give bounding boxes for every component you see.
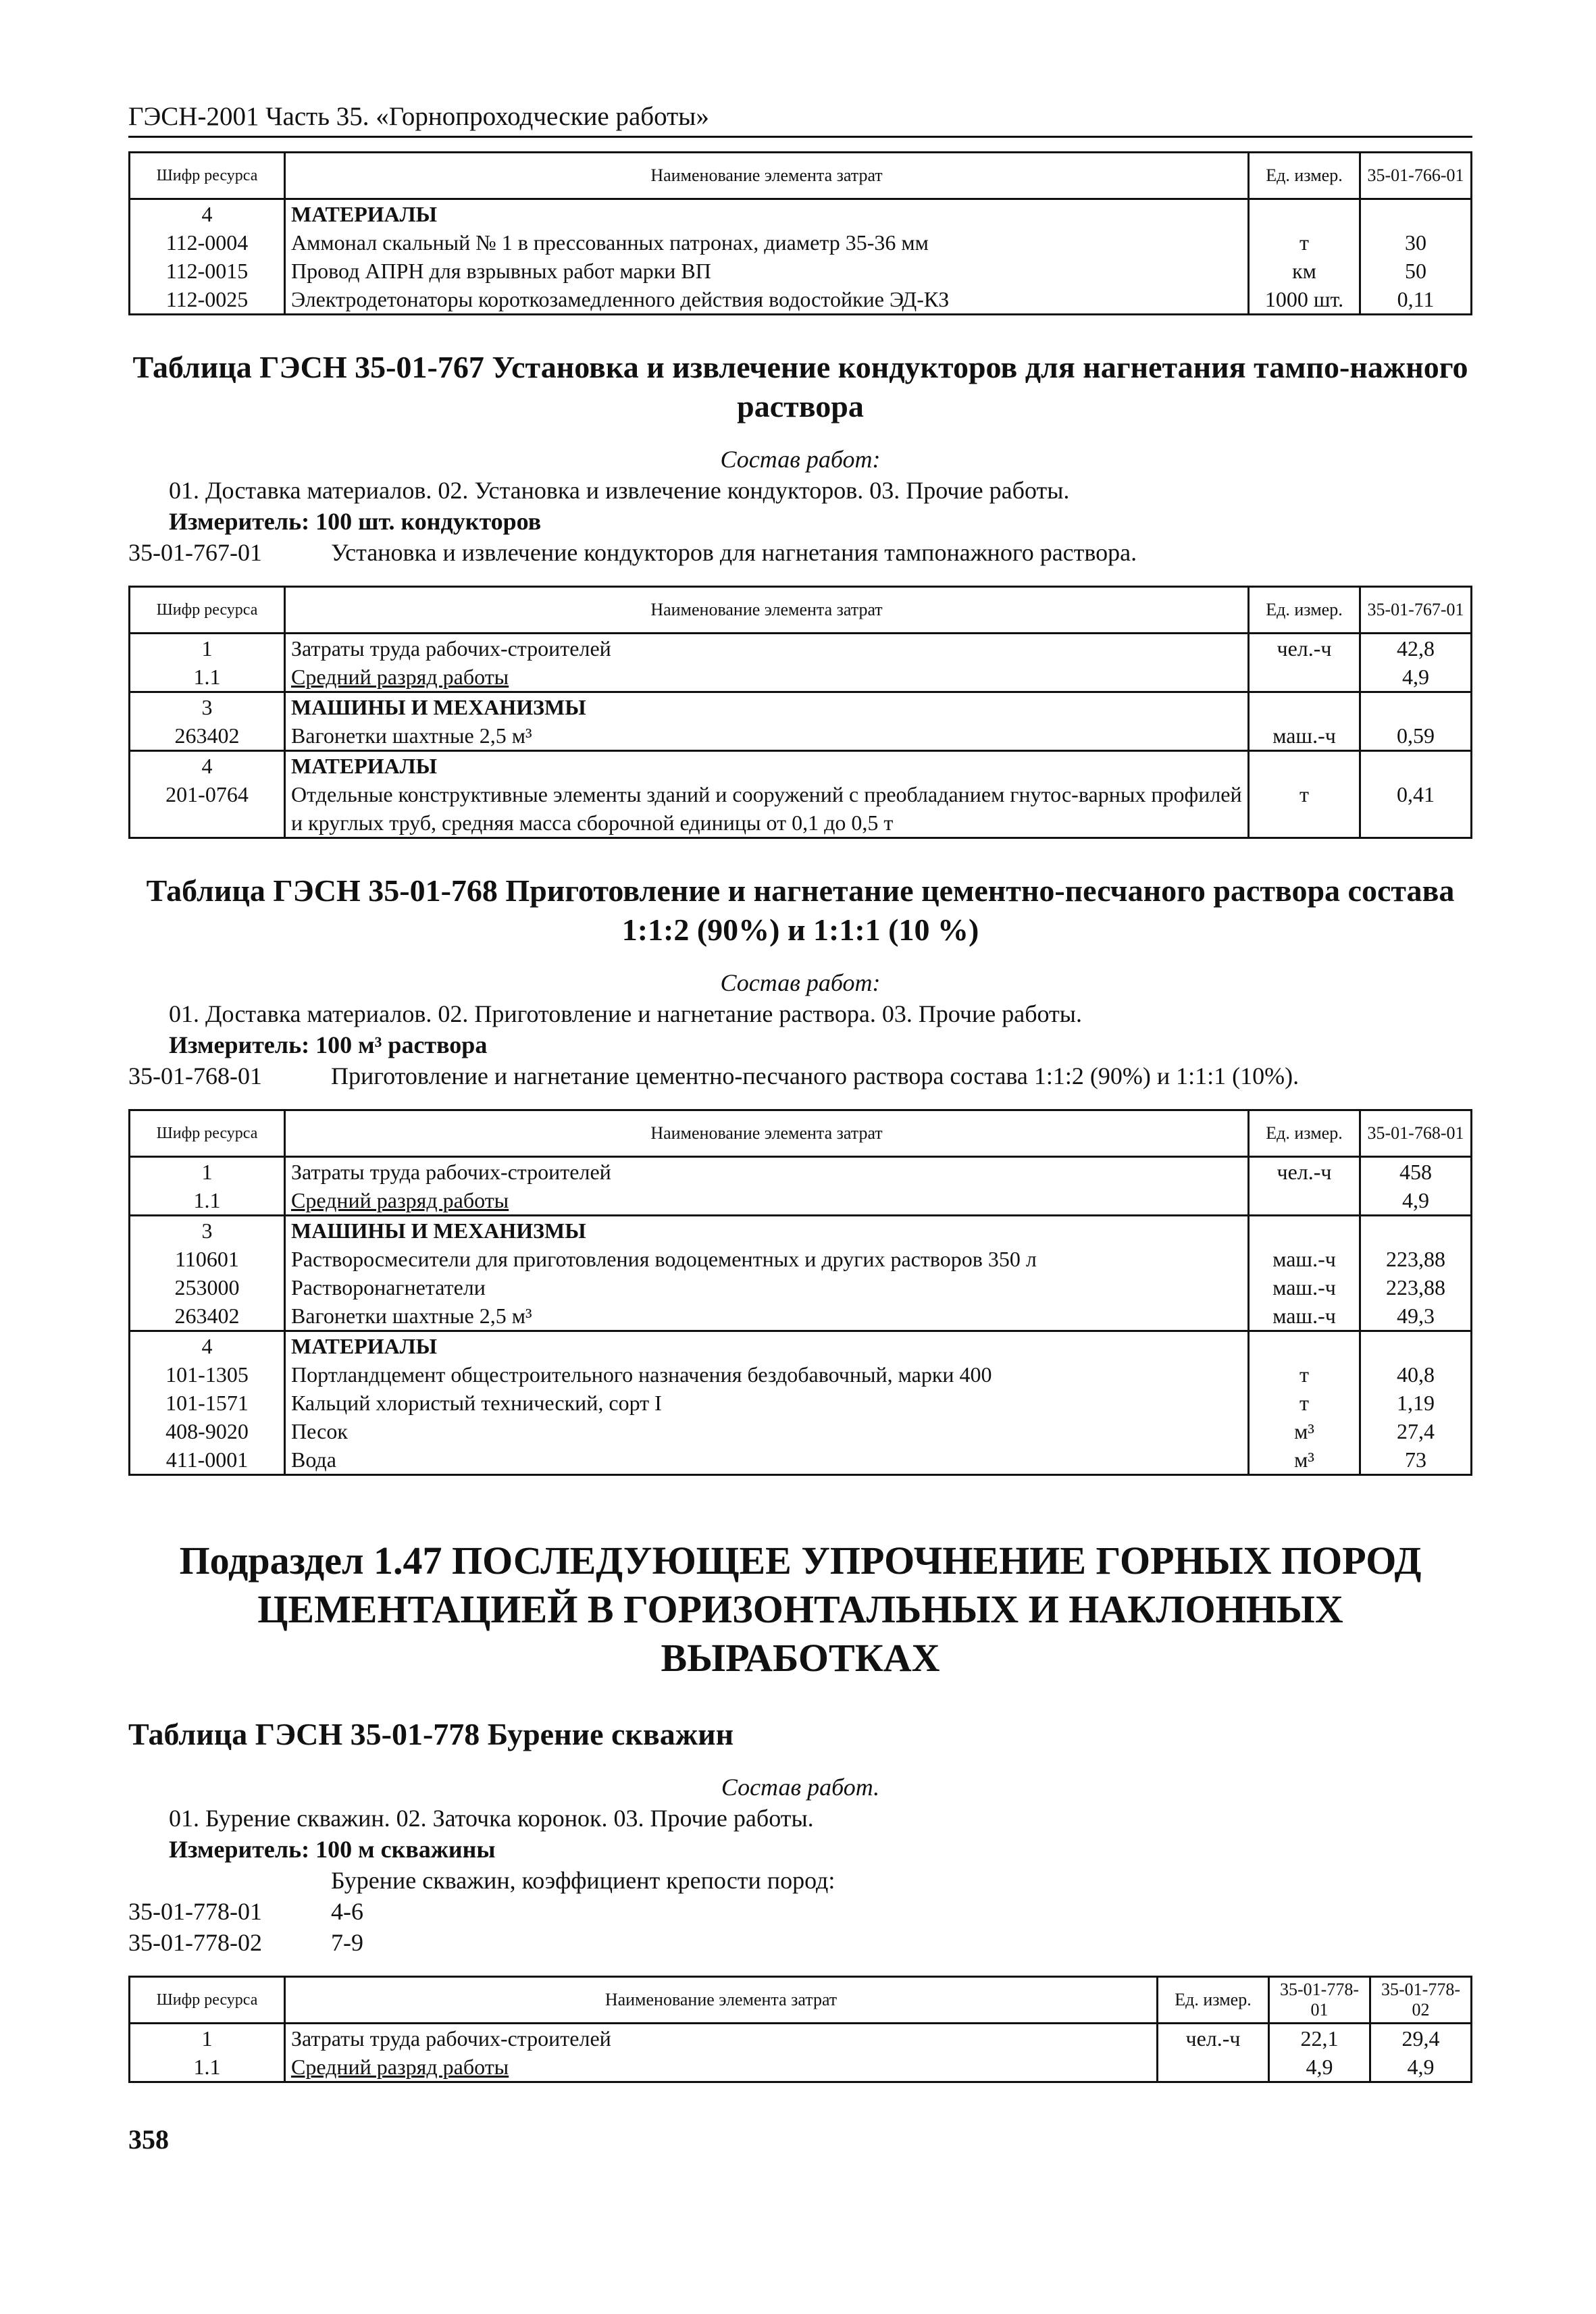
resource-value: 4,9 xyxy=(1360,1186,1472,1216)
col-header-unit: Ед. измер. xyxy=(1249,587,1360,634)
table-row xyxy=(130,1331,1472,1361)
resource-name: Вагонетки шахтные 2,5 м³ xyxy=(285,1302,1249,1331)
resource-name: Вода xyxy=(285,1445,1249,1475)
resource-unit xyxy=(1158,2053,1269,2082)
table-767 xyxy=(128,586,1472,839)
col-header-value: 35-01-767-01 xyxy=(1360,587,1472,634)
norm-variant-text: 7-9 xyxy=(331,1929,363,1956)
resource-name: Песок xyxy=(285,1417,1249,1445)
resource-unit: маш.-ч xyxy=(1249,1273,1360,1302)
col-header-name: Наименование элемента затрат xyxy=(285,153,1249,199)
col-header-unit: Ед. измер. xyxy=(1249,153,1360,199)
norm-line xyxy=(128,1060,1472,1091)
resource-code: 201-0764 xyxy=(130,780,285,838)
measure-unit: Измеритель: 100 м³ раствора xyxy=(169,1031,488,1058)
resource-code: 1.1 xyxy=(130,663,285,692)
resource-code: 112-0015 xyxy=(130,257,285,285)
table-767-title: Таблица ГЭСН 35-01-767 Установка и извлечение кондукторов для нагнетания тампо-нажного раствора xyxy=(132,350,1468,423)
norm-variant xyxy=(128,1896,1472,1927)
work-composition-title: Состав работ. xyxy=(721,1774,880,1801)
norm-code: 35-01-778-02 xyxy=(128,1929,262,1956)
resource-code: 411-0001 xyxy=(130,1445,285,1475)
table-row xyxy=(130,1302,1472,1331)
resource-unit: маш.-ч xyxy=(1249,721,1360,751)
resource-code: 112-0004 xyxy=(130,228,285,257)
col-header-value: 35-01-768-01 xyxy=(1360,1110,1472,1157)
col-header-value-2: 35-01-778-02 xyxy=(1370,1977,1472,2024)
resource-unit: м³ xyxy=(1249,1417,1360,1445)
resource-unit xyxy=(1249,1331,1360,1361)
resource-unit xyxy=(1249,692,1360,722)
resource-value xyxy=(1360,692,1472,722)
page-number: 358 xyxy=(128,2124,169,2155)
work-composition: 01. Бурение скважин. 02. Заточка коронок. 03. Прочие работы. xyxy=(169,1805,814,1832)
work-composition: 01. Доставка материалов. 02. Приготовление и нагнетание раствора. 03. Прочие работы. xyxy=(169,1000,1082,1027)
resource-name: МАШИНЫ И МЕХАНИЗМЫ xyxy=(285,692,1249,722)
resource-code: 110601 xyxy=(130,1245,285,1273)
col-header-name: Наименование элемента затрат xyxy=(285,587,1249,634)
col-header-code: Шифр ресурса xyxy=(130,153,285,199)
table-row xyxy=(130,1445,1472,1475)
resource-name: МАТЕРИАЛЫ xyxy=(285,1331,1249,1361)
resource-code: 112-0025 xyxy=(130,285,285,315)
resource-unit: маш.-ч xyxy=(1249,1302,1360,1331)
resource-name: Средний разряд работы xyxy=(285,2053,1158,2082)
resource-name: Вагонетки шахтные 2,5 м³ xyxy=(285,721,1249,751)
resource-value: 50 xyxy=(1360,257,1472,285)
resource-value: 0,59 xyxy=(1360,721,1472,751)
col-header-value-1: 35-01-778-01 xyxy=(1269,1977,1370,2024)
table-row xyxy=(130,751,1472,781)
resource-value xyxy=(1360,751,1472,781)
resource-value: 73 xyxy=(1360,1445,1472,1475)
table-768-title: Таблица ГЭСН 35-01-768 Приготовление и нагнетание цементно-песчаного раствора состава 1:1:2 (90%) и 1:1:1 (10 %) xyxy=(146,873,1455,947)
resource-code: 1.1 xyxy=(130,2053,285,2082)
resource-code: 253000 xyxy=(130,1273,285,1302)
col-header-name: Наименование элемента затрат xyxy=(285,1110,1249,1157)
table-row xyxy=(130,1360,1472,1389)
resource-name: МАТЕРИАЛЫ xyxy=(285,751,1249,781)
resource-code: 263402 xyxy=(130,721,285,751)
resource-code: 101-1305 xyxy=(130,1360,285,1389)
work-composition-title: Состав работ: xyxy=(720,969,881,996)
norm-code: 35-01-768-01 xyxy=(128,1062,262,1089)
col-header-name: Наименование элемента затрат xyxy=(285,1977,1158,2024)
table-row xyxy=(130,1389,1472,1417)
resource-value: 30 xyxy=(1360,228,1472,257)
resource-unit: т xyxy=(1249,780,1360,838)
resource-value: 22,1 xyxy=(1269,2024,1370,2053)
resource-unit xyxy=(1249,1186,1360,1216)
running-header: ГЭСН-2001 Часть 35. «Горнопроходческие работы» xyxy=(128,101,1472,138)
table-row xyxy=(130,2053,1472,2082)
resource-unit xyxy=(1249,751,1360,781)
resource-code: 3 xyxy=(130,1216,285,1245)
resource-value xyxy=(1360,1331,1472,1361)
norm-variant-text: 4-6 xyxy=(331,1898,363,1925)
resource-unit: т xyxy=(1249,1360,1360,1389)
table-768 xyxy=(128,1109,1472,1476)
table-row xyxy=(130,257,1472,285)
resource-name: Растворонагнетатели xyxy=(285,1273,1249,1302)
table-row xyxy=(130,1216,1472,1245)
resource-unit: чел.-ч xyxy=(1249,1157,1360,1187)
table-row xyxy=(130,721,1472,751)
table-row xyxy=(130,663,1472,692)
measure-unit: Измеритель: 100 шт. кондукторов xyxy=(169,508,542,535)
resource-value: 49,3 xyxy=(1360,1302,1472,1331)
resource-code: 3 xyxy=(130,692,285,722)
col-header-unit: Ед. измер. xyxy=(1249,1110,1360,1157)
resource-name: Средний разряд работы xyxy=(285,1186,1249,1216)
table-row xyxy=(130,1417,1472,1445)
resource-unit: 1000 шт. xyxy=(1249,285,1360,315)
resource-code: 1 xyxy=(130,2024,285,2053)
col-header-unit: Ед. измер. xyxy=(1158,1977,1269,2024)
table-row xyxy=(130,1157,1472,1187)
resource-name: МАТЕРИАЛЫ xyxy=(285,199,1249,229)
resource-unit xyxy=(1249,199,1360,229)
resource-value: 0,41 xyxy=(1360,780,1472,838)
norm-code: 35-01-767-01 xyxy=(128,539,262,566)
table-row xyxy=(130,1186,1472,1216)
resource-name: Электродетонаторы короткозамедленного действия водостойкие ЭД-КЗ xyxy=(285,285,1249,315)
resource-code: 1 xyxy=(130,634,285,663)
resource-name: Затраты труда рабочих-строителей xyxy=(285,2024,1158,2053)
resource-name: Средний разряд работы xyxy=(285,663,1249,692)
resource-value: 0,11 xyxy=(1360,285,1472,315)
table-row xyxy=(130,2024,1472,2053)
resource-code: 408-9020 xyxy=(130,1417,285,1445)
resource-value: 27,4 xyxy=(1360,1417,1472,1445)
subsection-title: Подраздел 1.47 ПОСЛЕДУЮЩЕЕ УПРОЧНЕНИЕ ГОРНЫХ ПОРОД ЦЕМЕНТАЦИЕЙ В ГОРИЗОНТАЛЬНЫХ И НАКЛОННЫХ ВЫРАБОТКАХ xyxy=(179,1539,1422,1680)
resource-value xyxy=(1360,1216,1472,1245)
table-766 xyxy=(128,151,1472,315)
resource-unit xyxy=(1249,1216,1360,1245)
resource-name: Кальций хлористый технический, сорт I xyxy=(285,1389,1249,1417)
resource-code: 101-1571 xyxy=(130,1389,285,1417)
resource-code: 263402 xyxy=(130,1302,285,1331)
table-778-title: Таблица ГЭСН 35-01-778 Бурение скважин xyxy=(128,1717,734,1751)
resource-value: 458 xyxy=(1360,1157,1472,1187)
resource-code: 4 xyxy=(130,1331,285,1361)
resource-name: Провод АПРН для взрывных работ марки ВП xyxy=(285,257,1249,285)
resource-value: 42,8 xyxy=(1360,634,1472,663)
document-page xyxy=(128,101,1472,2155)
resource-value: 4,9 xyxy=(1269,2053,1370,2082)
resource-code: 4 xyxy=(130,751,285,781)
resource-value xyxy=(1360,199,1472,229)
resource-unit: т xyxy=(1249,228,1360,257)
resource-value: 29,4 xyxy=(1370,2024,1472,2053)
resource-code: 4 xyxy=(130,199,285,229)
resource-name: Растворосмесители для приготовления водоцементных и других растворов 350 л xyxy=(285,1245,1249,1273)
table-row xyxy=(130,285,1472,315)
col-header-value: 35-01-766-01 xyxy=(1360,153,1472,199)
resource-value: 40,8 xyxy=(1360,1360,1472,1389)
norm-line xyxy=(128,537,1472,568)
table-row xyxy=(130,228,1472,257)
norm-line xyxy=(128,1865,1472,1896)
norm-description: Приготовление и нагнетание цементно-песчаного раствора состава 1:1:2 (90%) и 1:1:1 (10%). xyxy=(331,1062,1299,1089)
col-header-code: Шифр ресурса xyxy=(130,587,285,634)
work-composition-title: Состав работ: xyxy=(720,446,881,473)
table-row xyxy=(130,199,1472,229)
resource-unit xyxy=(1249,663,1360,692)
resource-value: 1,19 xyxy=(1360,1389,1472,1417)
table-778 xyxy=(128,1976,1472,2083)
table-row xyxy=(130,692,1472,722)
resource-value: 4,9 xyxy=(1360,663,1472,692)
col-header-code: Шифр ресурса xyxy=(130,1110,285,1157)
table-row xyxy=(130,780,1472,838)
norm-description: Установка и извлечение кондукторов для нагнетания тампонажного раствора. xyxy=(331,539,1137,566)
resource-value: 223,88 xyxy=(1360,1245,1472,1273)
col-header-code: Шифр ресурса xyxy=(130,1977,285,2024)
resource-value: 4,9 xyxy=(1370,2053,1472,2082)
resource-name: Портландцемент общестроительного назначения бездобавочный, марки 400 xyxy=(285,1360,1249,1389)
table-row xyxy=(130,1245,1472,1273)
table-row xyxy=(130,1273,1472,1302)
table-row xyxy=(130,634,1472,663)
work-composition: 01. Доставка материалов. 02. Установка и извлечение кондукторов. 03. Прочие работы. xyxy=(169,477,1070,504)
resource-name: МАШИНЫ И МЕХАНИЗМЫ xyxy=(285,1216,1249,1245)
resource-unit: м³ xyxy=(1249,1445,1360,1475)
resource-name: Отдельные конструктивные элементы зданий и сооружений с преобладанием гнутос-варных профилей и круглых труб, средняя масса сборочной единицы от 0,1 до 0,5 т xyxy=(285,780,1249,838)
resource-code: 1 xyxy=(130,1157,285,1187)
resource-unit: км xyxy=(1249,257,1360,285)
norm-description: Бурение скважин, коэффициент крепости пород: xyxy=(331,1867,835,1894)
resource-unit: маш.-ч xyxy=(1249,1245,1360,1273)
resource-name: Затраты труда рабочих-строителей xyxy=(285,1157,1249,1187)
resource-unit: т xyxy=(1249,1389,1360,1417)
measure-unit: Измеритель: 100 м скважины xyxy=(169,1836,496,1863)
norm-variant xyxy=(128,1927,1472,1958)
resource-name: Аммонал скальный № 1 в прессованных патронах, диаметр 35-36 мм xyxy=(285,228,1249,257)
resource-unit: чел.-ч xyxy=(1158,2024,1269,2053)
resource-name: Затраты труда рабочих-строителей xyxy=(285,634,1249,663)
resource-value: 223,88 xyxy=(1360,1273,1472,1302)
norm-code: 35-01-778-01 xyxy=(128,1898,262,1925)
resource-code: 1.1 xyxy=(130,1186,285,1216)
resource-unit: чел.-ч xyxy=(1249,634,1360,663)
